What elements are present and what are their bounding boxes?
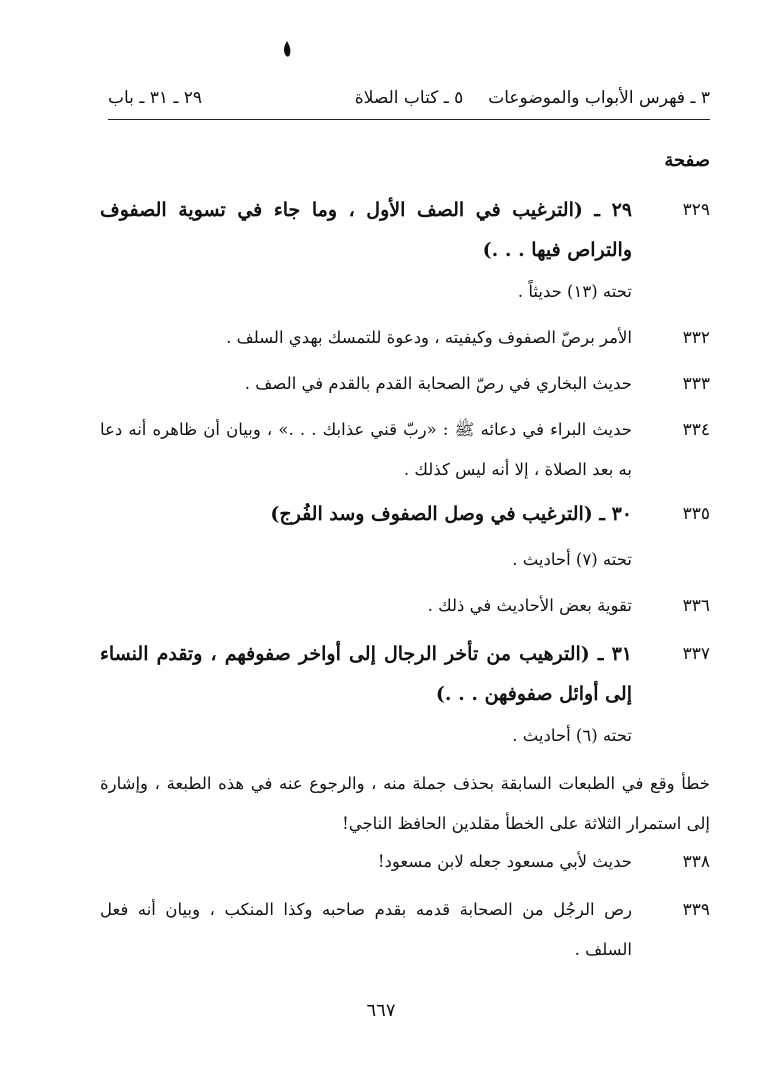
page-number: ٦٦٧ <box>366 1000 396 1021</box>
header-rule <box>108 119 710 120</box>
header-book: ٥ ـ كتاب الصلاة <box>354 88 464 108</box>
index-entry <box>100 540 710 580</box>
entry-text: ٣٠ ـ (الترغيب في وصل الصفوف وسد الفُرج) <box>270 503 632 525</box>
header-sections: ٢٩ ـ ٣١ ـ باب <box>108 88 203 108</box>
entry-page: ٣٣٩ <box>682 900 710 920</box>
index-entry <box>100 318 710 358</box>
entry-page: ٣٣٦ <box>682 596 710 616</box>
entry-page: ٣٢٩ <box>682 200 710 220</box>
entry-text: تحته (١٣) حديثاً . <box>517 282 632 301</box>
index-entry <box>100 586 710 626</box>
entry-text: خطأ وقع في الطبعات السابقة بحذف جملة منه ، والرجوع عنه في هذه الطبعة ، وإشارة إلى استمرار الثلاثة على الخطأ مقلدين الحافظ الناجي! <box>100 774 710 833</box>
index-entry <box>100 764 710 844</box>
entry-text: تحته (٧) أحاديث . <box>512 550 632 569</box>
entry-text: الأمر برصّ الصفوف وكيفيته ، ودعوة للتمسك بهدي السلف . <box>226 328 632 347</box>
entry-page: ٣٣٤ <box>682 420 710 440</box>
entry-text: حديث البخاري في رصّ الصحابة القدم بالقدم في الصف . <box>244 374 632 393</box>
entry-page: ٣٣٧ <box>682 644 710 664</box>
entry-text: حديث البراء في دعائه ﷺ : «ربّ قني عذابك . . .» ، وبيان أن ظاهره أنه دعا به بعد الصلاة ، إلا أنه ليس كذلك . <box>100 420 632 479</box>
index-entry <box>100 410 710 490</box>
ink-mark-icon <box>282 40 292 60</box>
index-entry <box>100 364 710 404</box>
entry-page: ٣٣٣ <box>682 374 710 394</box>
index-entry <box>100 890 710 970</box>
entry-page: ٣٣٥ <box>682 504 710 524</box>
index-entry <box>100 494 710 534</box>
entry-page: ٣٣٢ <box>682 328 710 348</box>
index-entry <box>100 272 710 312</box>
index-entry <box>100 842 710 882</box>
entry-text: ٢٩ ـ (الترغيب في الصف الأول ، وما جاء في تسوية الصفوف والتراص فيها . . .) <box>100 199 632 261</box>
index-entry <box>100 716 710 756</box>
index-entry <box>100 634 710 714</box>
header-chapter: ٣ ـ فهرس الأبواب والموضوعات <box>488 88 710 108</box>
running-header <box>108 84 710 114</box>
entry-page: ٣٣٨ <box>682 852 710 872</box>
entry-text: تحته (٦) أحاديث . <box>512 726 632 745</box>
index-entry <box>100 190 710 270</box>
entry-text: رص الرجُل من الصحابة قدمه بقدم صاحبه وكذا المنكب ، وبيان أنه فعل السلف . <box>100 900 632 959</box>
entry-text: حديث لأبي مسعود جعله لابن مسعود! <box>377 852 632 871</box>
entry-text: ٣١ ـ (الترهيب من تأخر الرجال إلى أواخر صفوفهم ، وتقدم النساء إلى أوائل صفوفهن . . .) <box>100 643 632 705</box>
entry-text: تقوية بعض الأحاديث في ذلك . <box>427 596 632 615</box>
page-column-title: صفحة <box>664 150 710 171</box>
